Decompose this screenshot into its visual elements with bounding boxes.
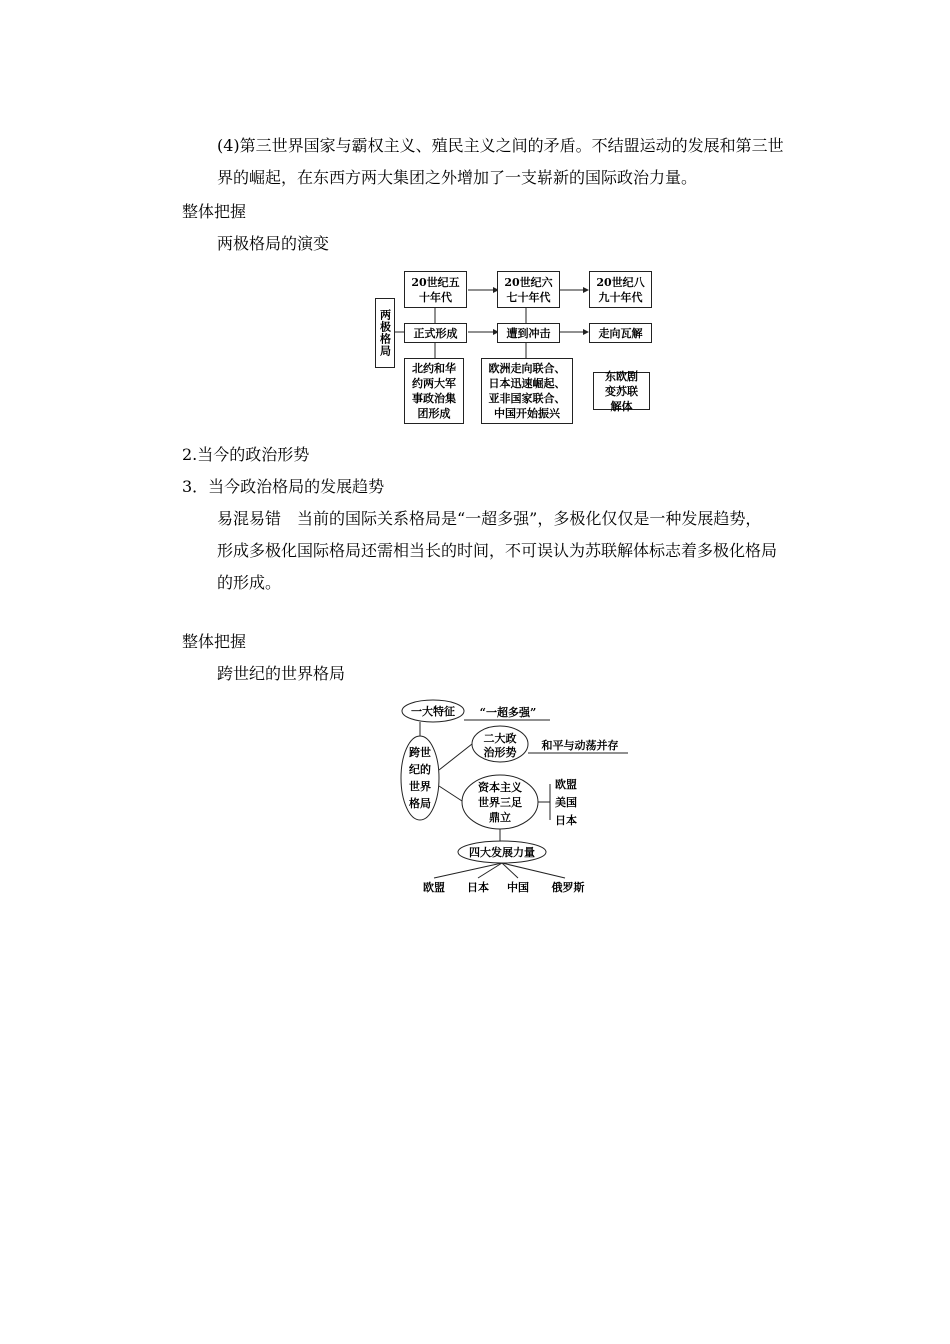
svg-text:二大政: 二大政 <box>483 732 517 745</box>
paragraph-4-line-1: (4)第三世界国家与霸权主义、殖民主义之间的矛盾。不结盟运动的发展和第三世 <box>217 136 784 155</box>
stage-collapsing: 走向瓦解 <box>589 323 652 343</box>
tripartite-member-us: 美国 <box>555 796 577 809</box>
force-japan: 日本 <box>467 881 489 894</box>
svg-text:格局: 格局 <box>409 797 431 810</box>
stage-formed: 正式形成 <box>404 323 467 343</box>
force-china: 中国 <box>507 881 529 894</box>
section-2-heading: 整体把握 <box>182 632 247 651</box>
section-1-heading: 整体把握 <box>182 202 247 221</box>
detail-nato-warsaw: 北约和华约两大军事政治集团形成 <box>404 358 464 424</box>
diagram-1-root: 两极格局 <box>375 298 395 368</box>
detail-ussr-collapse: 东欧剧变苏联解体 <box>593 372 650 410</box>
svg-text:世界: 世界 <box>409 780 431 793</box>
situation-value: 和平与动荡并存 <box>541 739 619 752</box>
period-1980s-90s: 20世纪八九十年代 <box>589 271 652 308</box>
note-line-1: 易混易错 当前的国际关系格局是“一超多强”，多极化仅仅是一种发展趋势， <box>217 509 762 528</box>
svg-text:资本主义: 资本主义 <box>478 781 522 794</box>
forces-label: 四大发展力量 <box>469 846 535 859</box>
section-2-subheading: 跨世纪的世界格局 <box>217 664 346 683</box>
stage-challenged: 遭到冲击 <box>497 323 560 343</box>
item-2: 2.当今的政治形势 <box>182 445 310 464</box>
feature-value: “一超多强” <box>479 706 537 719</box>
tripartite-member-eu: 欧盟 <box>555 778 577 791</box>
force-eu: 欧盟 <box>423 881 445 894</box>
force-russia: 俄罗斯 <box>551 881 585 894</box>
period-1950s: 20世纪五十年代 <box>404 271 467 308</box>
note-line-3: 的形成。 <box>217 573 282 592</box>
detail-multipolar-rise: 欧洲走向联合、日本迅速崛起、亚非国家联合、中国开始振兴 <box>481 358 573 424</box>
svg-text:鼎立: 鼎立 <box>489 811 511 824</box>
note-line-2: 形成多极化国际格局还需相当长的时间，不可误认为苏联解体标志着多极化格局 <box>217 541 778 560</box>
paragraph-4-line-2: 界的崛起，在东西方两大集团之外增加了一支崭新的国际政治力量。 <box>217 168 698 187</box>
item-3: 3．当今政治格局的发展趋势 <box>182 477 385 496</box>
svg-text:跨世: 跨世 <box>409 746 431 759</box>
tripartite-member-japan: 日本 <box>555 814 577 827</box>
period-1960s-70s: 20世纪六七十年代 <box>497 271 560 308</box>
svg-text:世界三足: 世界三足 <box>478 796 522 809</box>
svg-text:治形势: 治形势 <box>483 746 517 759</box>
world-structure-diagram <box>400 698 660 898</box>
section-1-subheading: 两极格局的演变 <box>217 234 330 253</box>
feature-label: 一大特征 <box>411 705 455 718</box>
svg-text:纪的: 纪的 <box>409 763 431 776</box>
